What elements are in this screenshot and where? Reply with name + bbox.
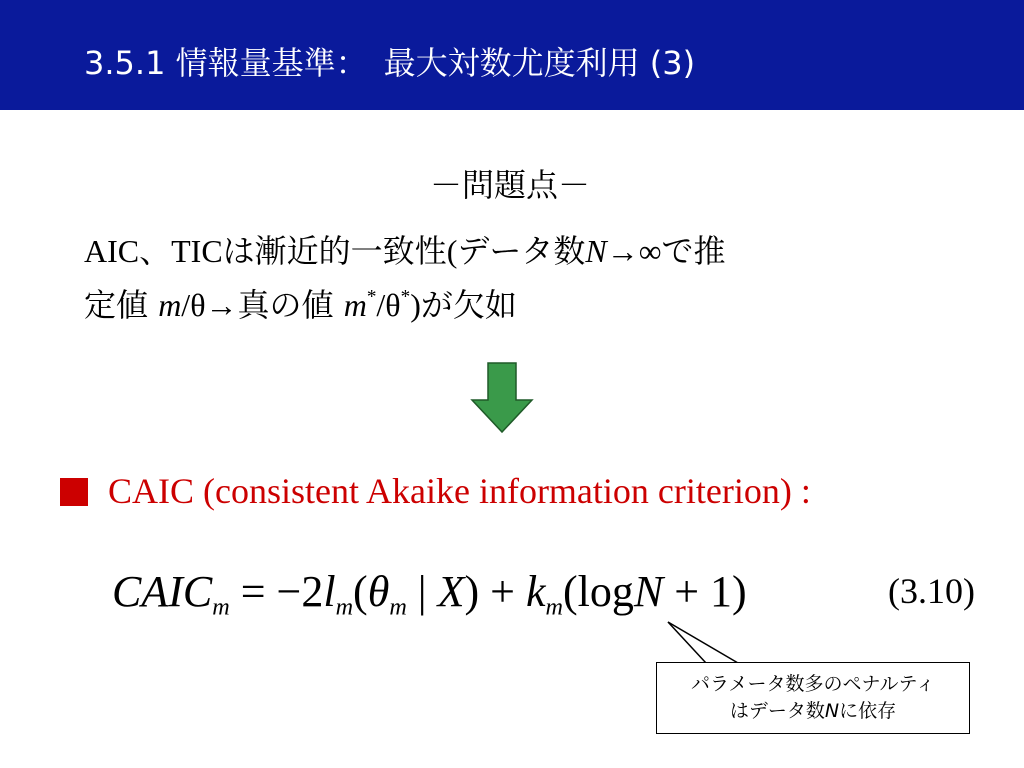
true-value-text: 真の値	[237, 286, 344, 324]
consistency-text: は漸近的一致性	[222, 232, 447, 270]
formula-eq: = −2	[229, 567, 324, 616]
m-star-symbol: m	[343, 287, 367, 323]
formula-theta-sub: m	[389, 593, 407, 621]
callout-n-symbol: N	[824, 700, 840, 722]
data-count-text: データ数	[457, 232, 586, 270]
formula-paren-open: (	[353, 567, 368, 616]
formula-log-open: (log	[562, 567, 634, 616]
problem-line-1	[84, 226, 726, 272]
caic-heading-line	[60, 470, 811, 512]
callout-note	[656, 662, 970, 734]
callout-line-2-c: に依存	[839, 700, 897, 722]
paren-close: )	[410, 287, 421, 323]
formula-plus: +	[479, 567, 526, 616]
formula-l: l	[323, 567, 336, 616]
m-symbol: m	[158, 287, 182, 323]
lacking-text: が欠如	[420, 286, 517, 324]
estimate-value-text: 定値	[84, 286, 159, 324]
caic-heading: CAIC (consistent Akaike information criterion) :	[108, 471, 811, 511]
problem-line-2	[84, 280, 517, 326]
caic-formula	[112, 566, 747, 621]
aic-text: AIC	[84, 233, 140, 269]
comma-text: 、	[139, 232, 172, 270]
down-arrow-icon	[470, 362, 534, 434]
formula-lhs: CAIC	[112, 567, 213, 616]
formula-k-sub: m	[545, 593, 563, 621]
to-infinity: →∞	[606, 233, 662, 269]
tic-text: TIC	[171, 233, 223, 269]
paren-open: (	[446, 233, 458, 269]
formula-n: N	[633, 567, 664, 616]
formula-k: k	[525, 567, 546, 616]
bullet-square-icon	[60, 478, 88, 506]
star-2: *	[400, 286, 411, 308]
callout-line-1: パラメータ数多のペナルティ	[691, 673, 935, 695]
formula-x: X	[437, 567, 465, 616]
formula-paren-close: )	[464, 567, 480, 616]
callout-line-2	[657, 698, 969, 725]
formula-l-sub: m	[335, 593, 354, 621]
sub-heading: －問題点－	[430, 166, 591, 204]
equation-number: (3.10)	[888, 571, 975, 611]
formula-theta: θ	[367, 567, 390, 616]
callout-line-2-a: はデータ数	[729, 700, 825, 722]
n-symbol: N	[585, 233, 607, 269]
theta-arrow: /θ→	[181, 287, 238, 323]
formula-bar: |	[406, 567, 438, 616]
estimate-text: で推	[661, 232, 726, 270]
formula-lhs-sub: m	[212, 593, 230, 621]
title-bar	[0, 0, 1024, 110]
slide-title: 3.5.1 情報量基準： 最大対数尤度利用 (3)	[84, 44, 696, 82]
theta-star-symbol: /θ	[376, 287, 401, 323]
formula-log-close: + 1)	[663, 567, 747, 616]
star-1: *	[366, 286, 377, 308]
